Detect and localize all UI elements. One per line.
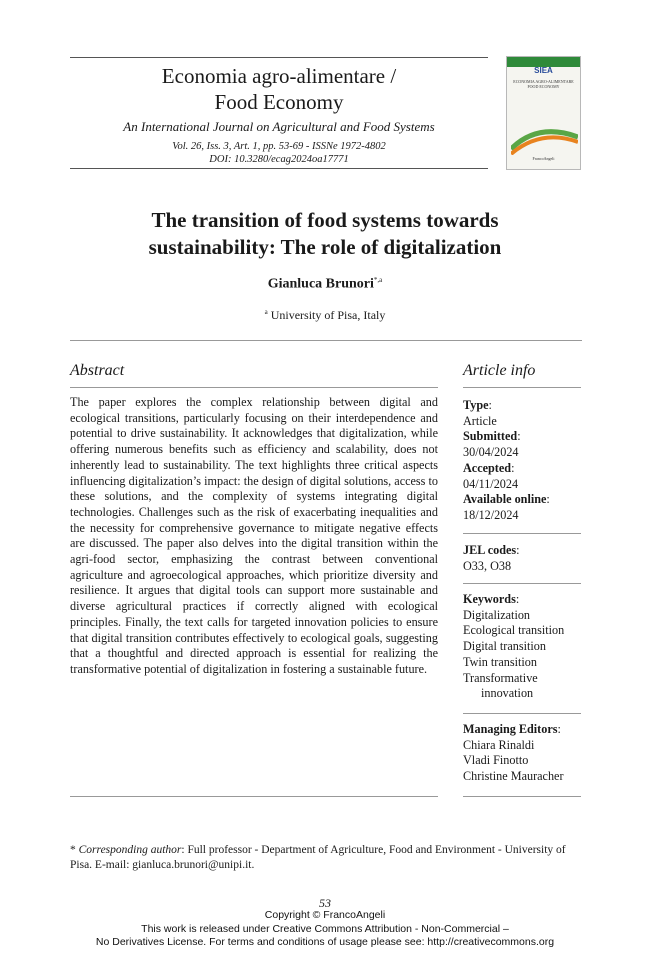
editors-label: Managing Editors xyxy=(463,722,558,736)
accepted-value: 04/11/2024 xyxy=(463,476,519,491)
author-name: Gianluca Brunori xyxy=(267,276,374,292)
editor-item: Vladi Finotto xyxy=(463,753,529,768)
header-top-rule xyxy=(70,57,488,58)
info-rule-3 xyxy=(463,713,581,714)
cover-wave-graphic xyxy=(511,125,578,155)
header-bottom-rule xyxy=(70,168,488,169)
affiliation xyxy=(0,308,650,323)
editor-item: Chiara Rinaldi xyxy=(463,737,535,752)
info-rule-1 xyxy=(463,533,581,534)
cover-publisher: FrancoAngeli xyxy=(532,156,555,161)
jel-codes: JEL codes: O33, O38 xyxy=(463,543,583,574)
footnote-mark: * xyxy=(70,844,76,856)
journal-title-line2: Food Economy xyxy=(214,90,344,114)
paper-title-line2: sustainability: The role of digitalization xyxy=(148,235,502,259)
footnote-text: : Full professor - Department of Agriculture, Food and Environment - University of Pisa. E-mail: gianluca.brunori@unipi.it. xyxy=(70,844,566,871)
type-label: Type xyxy=(463,398,489,412)
license-line2: No Derivatives License. For terms and conditions of usage please see: http://creativecommons.org xyxy=(95,936,555,948)
article-info-heading-rule xyxy=(463,387,581,388)
keywords-label: Keywords xyxy=(463,592,516,606)
page-number: 53 xyxy=(319,896,331,910)
info-bottom-rule xyxy=(463,796,581,797)
journal-volume: Vol. 26, Iss. 3, Art. 1, pp. 53-69 - ISSNe 1972-4802 xyxy=(172,141,386,152)
cover-title: ECONOMIA AGRO-ALIMENTARE FOOD ECONOMY xyxy=(513,79,574,89)
journal-title-line1: Economia agro-alimentare / xyxy=(161,64,397,88)
footnote-label: Corresponding author xyxy=(78,844,182,856)
title-bottom-rule xyxy=(70,340,582,341)
keyword-item: Digital transition xyxy=(463,639,546,654)
journal-cover-image xyxy=(506,56,581,170)
jel-value: O33, O38 xyxy=(463,558,512,573)
editor-item: Christine Mauracher xyxy=(463,769,564,784)
keyword-item: Twin transition xyxy=(463,654,537,669)
managing-editors: Managing Editors: Chiara Rinaldi Vladi Finotto Christine Mauracher xyxy=(463,722,583,785)
submitted-label: Submitted xyxy=(463,429,518,444)
type-value: Article xyxy=(463,413,497,428)
author xyxy=(0,276,650,293)
journal-subtitle: An International Journal on Agricultural and Food Systems xyxy=(123,119,435,134)
keyword-item: Digitalization xyxy=(463,607,531,622)
abstract-bottom-rule xyxy=(70,796,438,797)
accepted-label: Accepted xyxy=(463,460,512,475)
keywords: Keywords: Digitalization Ecological transition Digital transition Twin transition Transformative innovation xyxy=(463,592,583,702)
paper-title xyxy=(80,207,570,261)
available-online-label: Available online xyxy=(463,492,547,507)
journal-doi: DOI: 10.3280/ecag2024oa17771 xyxy=(209,154,349,165)
cover-logo: SIEA xyxy=(534,66,553,75)
article-info-dates: Type: Article Submitted: 30/04/2024 Accepted: 04/11/2024 Available online: 18/12/2024 xyxy=(463,398,583,524)
license-line1: This work is released under Creative Commons Attribution - Non-Commercial – xyxy=(141,922,509,935)
abstract-heading: Abstract xyxy=(70,362,125,379)
affiliation-mark: a xyxy=(264,308,268,316)
submitted-value: 30/04/2024 xyxy=(463,445,519,460)
keyword-item: innovation xyxy=(481,686,534,701)
affiliation-text: University of Pisa, Italy xyxy=(270,308,386,322)
keyword-item: Transformative xyxy=(463,670,538,685)
available-online-value: 18/12/2024 xyxy=(463,507,519,522)
license-notice xyxy=(0,909,650,950)
journal-title xyxy=(70,63,488,115)
author-marks: *,a xyxy=(373,276,383,284)
journal-meta xyxy=(70,140,488,166)
copyright: Copyright © FrancoAngeli xyxy=(264,909,386,921)
article-info-heading: Article info xyxy=(463,362,536,379)
abstract-heading-rule xyxy=(70,387,438,388)
paper-title-line1: The transition of food systems towards xyxy=(151,208,499,232)
jel-label: JEL codes xyxy=(463,543,517,557)
corresponding-author-footnote xyxy=(70,843,582,873)
abstract-text: The paper explores the complex relationship between digital and ecological transitions, particularly focusing on their interdependence and potential to drive sustainability. It acknowledges that digitalization, while offering numerous benefits such as efficiency and scalability, does not inherently lead to sustainability. The text highlights three critical aspects influencing digitalization’s impact: the design of digital solutions, access to these solutions, and the complexity of systems integrating digital technologies. Challenges such as the risk of exacerbating inequalities and the necessity for comprehensive governance to mitigate negative effects are discussed. The paper also delves into the digital transition within the agri-food sector, emphasizing the contrast between conventional agriculture and agroecological approaches, which prioritize diversity and resilience. It argues that digital tools can support more sustainable and diverse agricultural practices if correctly aligned with ecological principles. Finally, the text calls for targeted innovation policies to ensure that digital transition contributes effectively to ecological goals, suggesting that a thoughtful and directed approach is essential for realizing the transformative potential of digitalization in fostering a sustainable future. xyxy=(70,395,438,676)
keyword-item: Ecological transition xyxy=(463,623,565,638)
info-rule-2 xyxy=(463,583,581,584)
